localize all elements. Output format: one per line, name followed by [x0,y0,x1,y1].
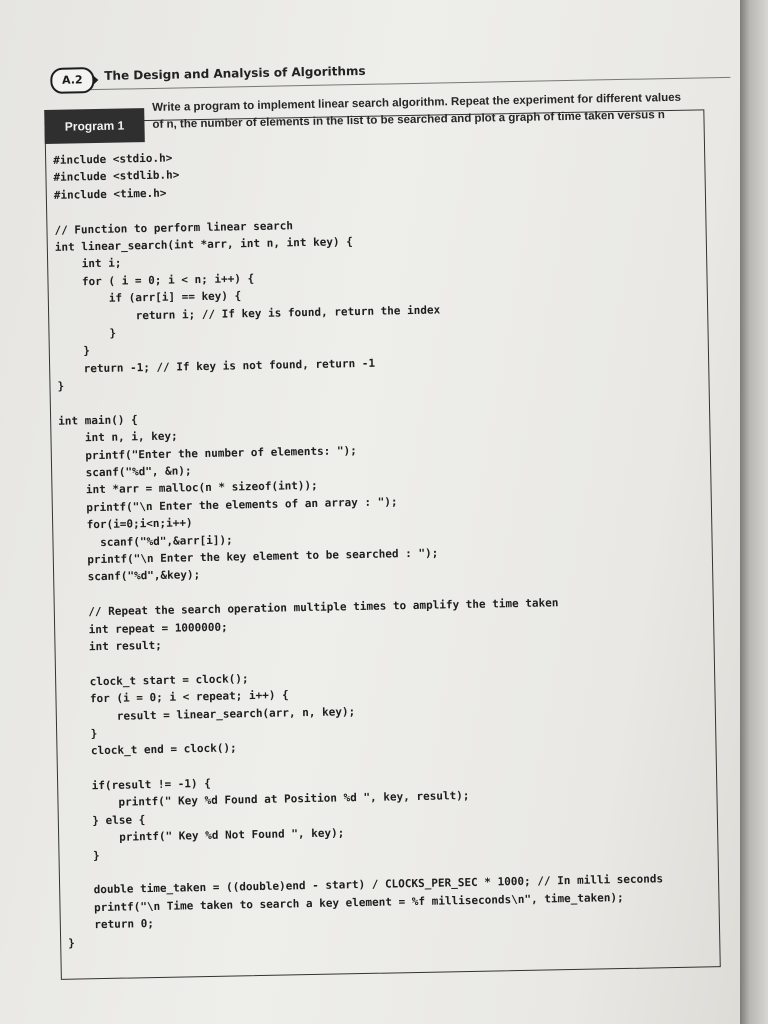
code-line: clock_t end = clock(); [64,741,237,759]
description-line: of n, the number of elements in the list to be searched and plot a graph of time taken versus n [152,109,666,131]
code-line: int i; [55,256,122,272]
code-line: // Repeat the search operation multiple times to amplify the time taken [61,596,559,619]
code-line: for (i = 0; i < repeat; i++) { [63,688,289,706]
code-line: int result; [62,638,162,654]
code-line: double time_taken = ((double)end - start) / CLOCKS_PER_SEC * 1000; // In milli seconds [67,872,664,898]
code-line: } [56,344,91,359]
code-line: #include <time.h> [53,186,167,202]
code-line: #include <stdlib.h> [53,168,180,185]
code-line: int linear_search(int *arr, int n, int key) { [54,235,353,254]
code-line: } [66,848,100,863]
code-line: printf(" Key %d Not Found ", key); [66,826,345,845]
code-line: for(i=0;i<n;i++) [60,516,193,532]
code-line: int repeat = 1000000; [62,620,228,637]
code-line: for ( i = 0; i < n; i++) { [55,271,255,289]
code-line: #include <stdio.h> [53,151,173,167]
code-line: scanf("%d",&arr[i]); [60,533,233,550]
page-edge [740,0,768,1024]
program-box [44,87,721,980]
code-listing [53,140,708,952]
code-line: // Function to perform linear search [54,218,293,237]
code-line: return i; // If key is found, return the index [56,302,441,324]
code-line: } [64,726,98,741]
code-line: printf("Enter the number of elements: "); [58,443,357,463]
code-line: int n, i, key; [58,429,178,446]
code-line: } [57,379,65,393]
code-line: scanf("%d", &n); [59,464,192,480]
code-line: int *arr = malloc(n * sizeof(int)); [59,479,318,498]
code-line: } else { [65,813,146,828]
code-line: int main() { [58,413,138,428]
code-line: printf(" Key %d Found at Position %d ", key, result); [65,789,470,811]
description-line: Write a program to implement linear search algorithm. Repeat the experiment for different values [152,91,682,114]
book-title: The Design and Analysis of Algorithms [104,63,366,83]
code-line: printf("\n Enter the key element to be searched : "); [60,546,439,567]
code-line: } [56,326,117,341]
code-line: return 0; [67,917,155,932]
code-line: printf("\n Enter the elements of an array : "); [59,495,398,515]
code-line: if (arr[i] == key) { [55,289,242,306]
code-line: result = linear_search(arr, n, key); [63,704,356,724]
page-header [46,49,706,92]
chapter-badge: A.2 [50,67,94,94]
program-label: Program 1 [44,108,145,144]
code-line: if(result != -1) { [65,776,211,793]
code-line: scanf("%d",&key); [61,568,201,585]
code-line: printf("\n Time taken to search a key element = %f milliseconds\n", time_taken); [67,890,624,915]
code-line: } [68,936,75,950]
code-line: return -1; // If key is not found, return -1 [57,356,376,376]
code-line: clock_t start = clock(); [63,671,249,689]
